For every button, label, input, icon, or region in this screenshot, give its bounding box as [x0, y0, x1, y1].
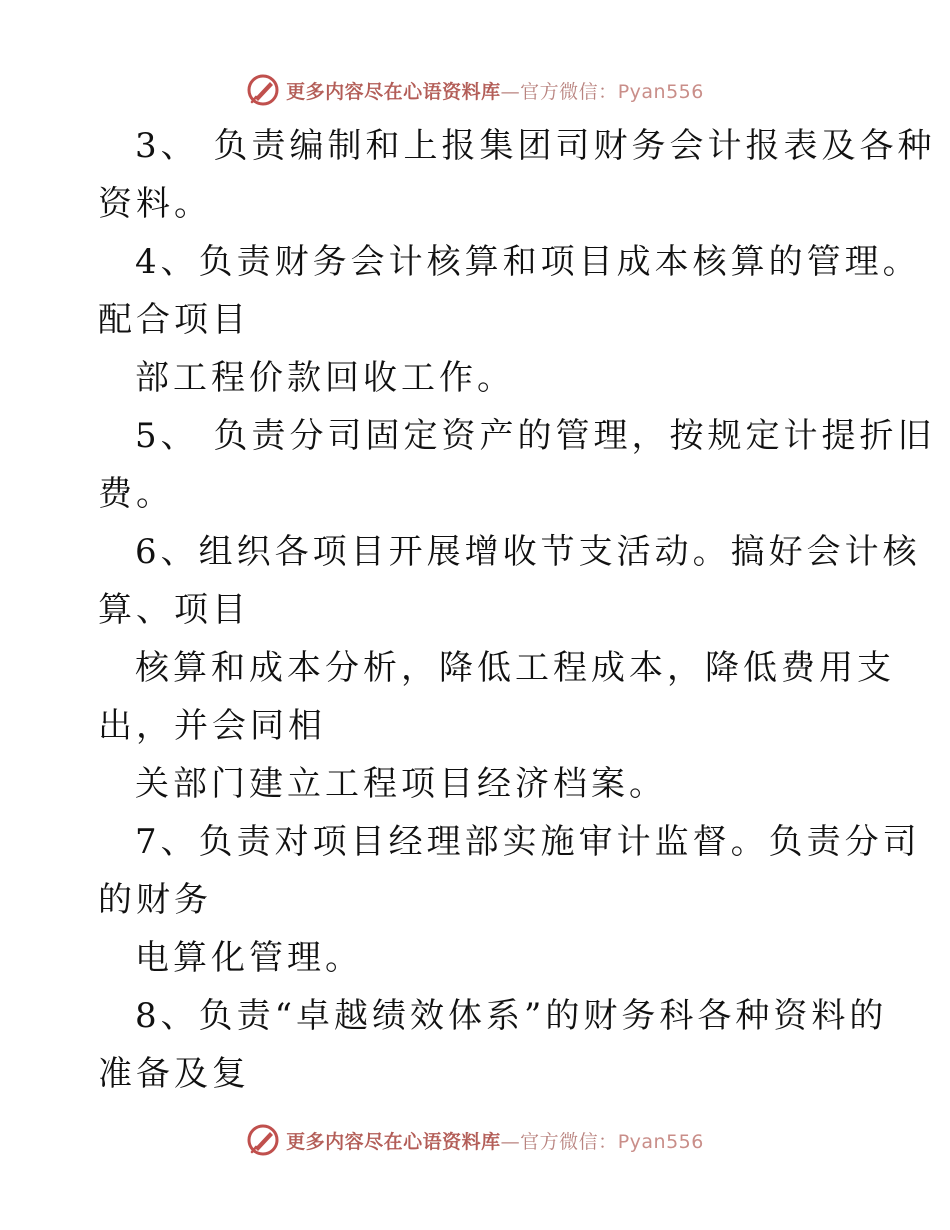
text-line: 出，并会同相: [98, 706, 326, 746]
footer-banner-text: [286, 1127, 704, 1154]
footer-banner: [0, 1120, 950, 1160]
header-wechat-id: Pyan556: [617, 80, 704, 103]
footer-site-name: 更多内容尽在心语资料库: [286, 1130, 501, 1153]
text-line: 6、组织各项目开展增收节支活动。搞好会计核: [135, 532, 921, 572]
footer-wechat-label: 官方微信：: [520, 1130, 618, 1153]
header-dash: —: [500, 80, 521, 103]
footer-dash: —: [500, 1130, 521, 1153]
text-line: 部工程价款回收工作。: [135, 358, 515, 398]
text-line: 4、负责财务会计核算和项目成本核算的管理。: [135, 242, 921, 282]
header-wechat-label: 官方微信：: [520, 80, 618, 103]
text-line: 关部门建立工程项目经济档案。: [135, 764, 667, 804]
text-line: 5、 负责分司固定资产的管理，按规定计提折旧: [135, 416, 936, 456]
text-line: 配合项目: [98, 300, 250, 340]
footer-banner-inner: [246, 1123, 704, 1157]
header-banner-text: [286, 77, 704, 104]
text-line: 费。: [98, 474, 174, 514]
header-banner: [0, 70, 950, 110]
text-line: 8、负责“卓越绩效体系”的财务科各种资料的: [135, 996, 888, 1036]
text-line: 核算和成本分析，降低工程成本，降低费用支: [135, 648, 895, 688]
text-line: 准备及复: [98, 1054, 250, 1094]
quill-logo-icon: [246, 73, 280, 107]
text-line: 7、负责对项目经理部实施审计监督。负责分司: [135, 822, 921, 862]
text-line: 资料。: [98, 184, 212, 224]
text-line: 3、 负责编制和上报集团司财务会计报表及各种: [135, 126, 936, 166]
text-line: 算、项目: [98, 590, 250, 630]
quill-logo-icon: [246, 1123, 280, 1157]
header-banner-inner: [246, 73, 704, 107]
header-site-name: 更多内容尽在心语资料库: [286, 80, 501, 103]
text-line: 的财务: [98, 880, 212, 920]
text-line: 电算化管理。: [135, 938, 363, 978]
footer-wechat-id: Pyan556: [617, 1130, 704, 1153]
